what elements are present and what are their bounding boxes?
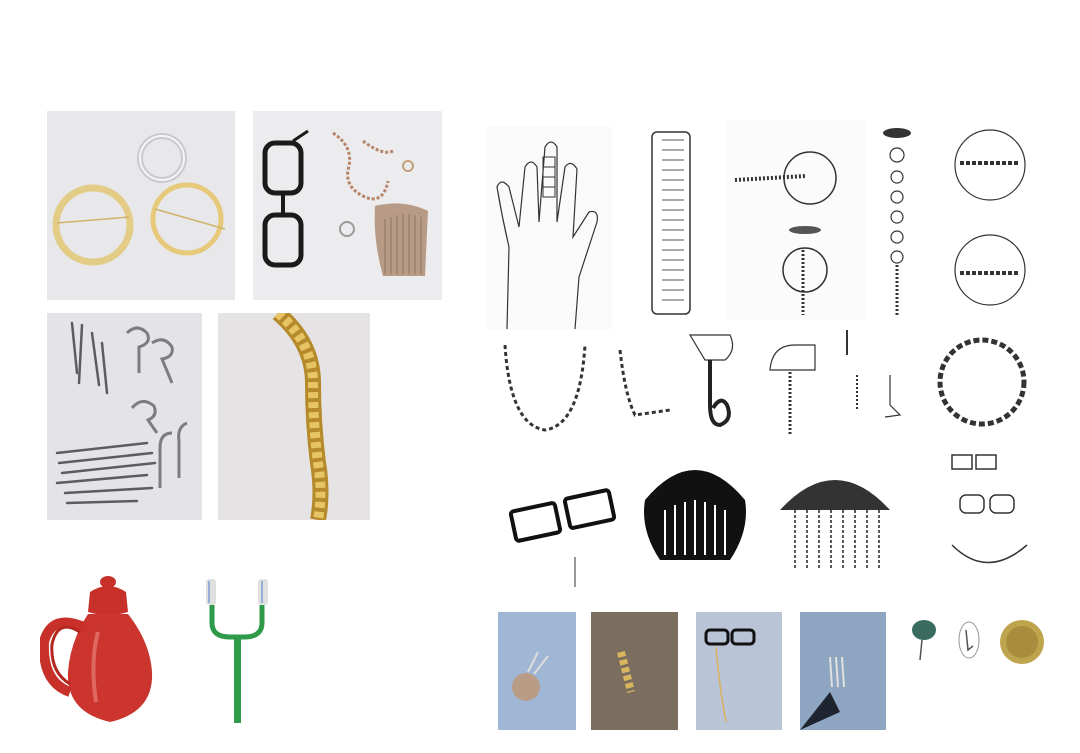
sketch-circle-chains — [945, 125, 1035, 315]
photo-brooch-rings — [47, 111, 235, 300]
photo-gold-chain — [218, 313, 370, 520]
sketch-cap-screw — [760, 330, 830, 440]
sketch-comb-long — [648, 128, 694, 318]
sketch-comb-fringe — [770, 460, 900, 580]
photo-red-teapot — [40, 572, 178, 734]
photo-experiment-1 — [498, 612, 576, 730]
sketch-link-chain — [605, 345, 675, 430]
sketch-ring-chain-u — [495, 335, 600, 445]
photo-screws-hooks — [47, 313, 202, 520]
sketch-bead-chain — [875, 125, 920, 317]
photo-glasses-chain-comb — [253, 111, 442, 300]
sketch-glasses-chain — [505, 462, 625, 592]
sketch-bead-circle — [930, 330, 1035, 435]
photo-green-toothbrush — [200, 575, 274, 725]
photo-feather-brooch — [902, 612, 944, 662]
sketch-glasses-variants — [942, 445, 1037, 585]
photo-experiment-4 — [800, 612, 886, 730]
photo-pin — [955, 618, 983, 662]
sketch-screw-rings — [725, 120, 865, 320]
photo-experiment-2 — [591, 612, 678, 730]
photo-gold-coin-brooch — [998, 618, 1046, 666]
photo-experiment-3 — [696, 612, 782, 730]
sketch-loop-spiral — [685, 330, 747, 430]
sketch-screw-foot — [835, 325, 915, 435]
sketch-hand-rings — [487, 127, 612, 329]
sketch-black-comb — [640, 460, 750, 570]
